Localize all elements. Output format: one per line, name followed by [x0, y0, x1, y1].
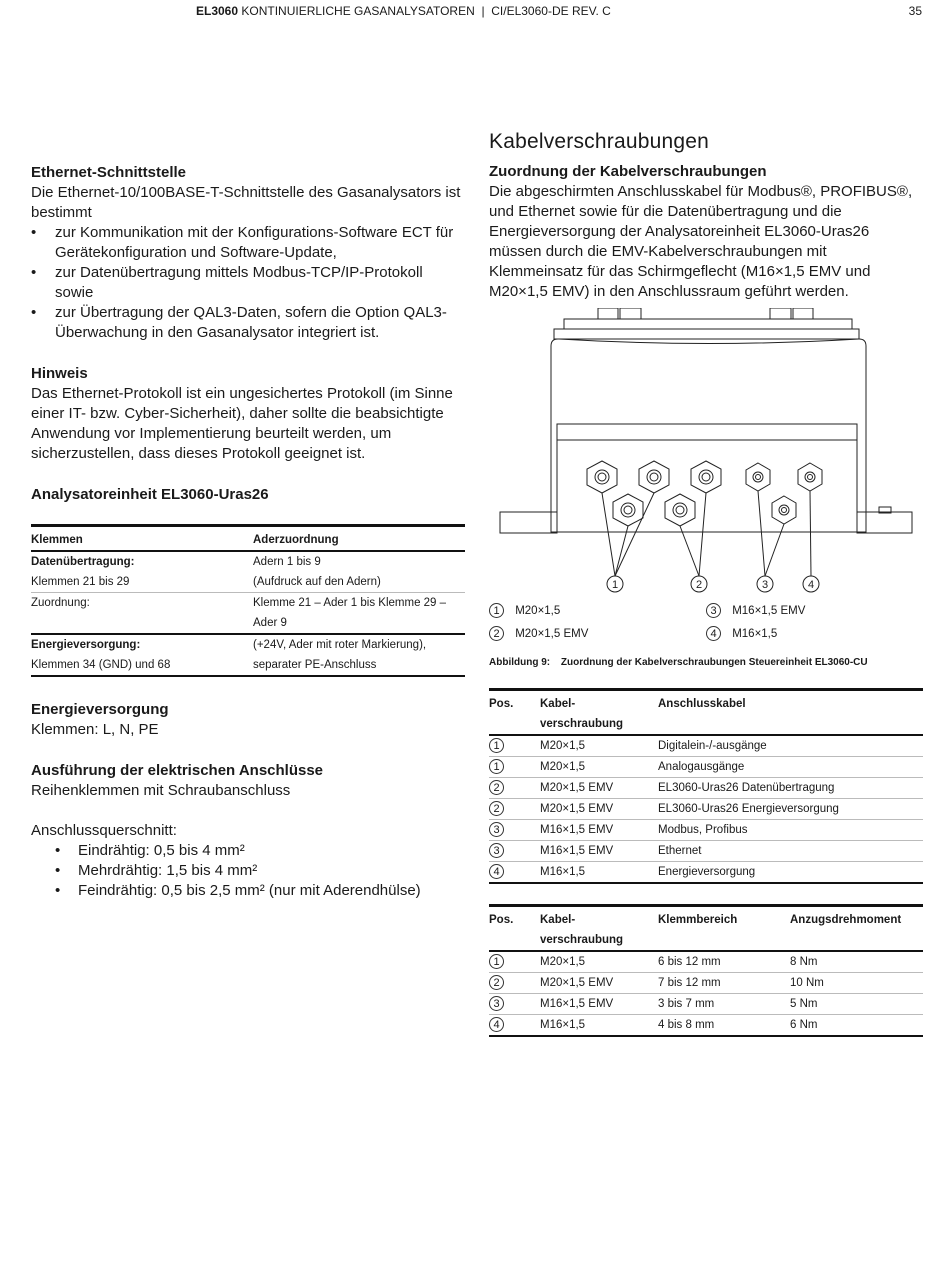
legend-item	[706, 603, 805, 618]
pos-number: 3	[489, 843, 504, 858]
table-cell: M16×1,5 EMV	[540, 998, 614, 1010]
table-cell: Analogausgänge	[658, 761, 745, 773]
callout-label-4: 4	[807, 579, 815, 591]
table-header: Pos.	[489, 698, 514, 710]
table-cell: 7 bis 12 mm	[658, 977, 721, 989]
list-item: • Mehrdrähtig: 1,5 bis 4 mm²	[31, 861, 465, 881]
ausfuehrung-heading: Ausführung der elektrischen Anschlüsse	[31, 762, 324, 779]
table-cell: EL3060-Uras26 Datenübertragung	[658, 782, 835, 794]
table-row	[489, 820, 923, 841]
table-cell: Energieversorgung	[658, 866, 756, 878]
analyzer-table	[31, 524, 465, 677]
header-title	[196, 4, 611, 18]
pos-number: 2	[489, 780, 504, 795]
table-cell: M16×1,5 EMV	[540, 845, 614, 857]
ethernet-intro: Die Ethernet-10/100BASE-T-Schnittstelle des Gasanalysators ist bestimmt	[31, 184, 461, 221]
pos-number: 3	[489, 822, 504, 837]
table-cell: 5 Nm	[790, 998, 818, 1010]
legend-number: 1	[489, 603, 504, 618]
header-title-rest: KONTINUIERLICHE GASANALYSATOREN	[241, 4, 475, 18]
legend-text: M16×1,5 EMV	[732, 604, 806, 617]
table-cell: M16×1,5 EMV	[540, 824, 614, 836]
gland-m20-2	[691, 461, 721, 493]
querschnitt-label: Anschlussquerschnitt:	[31, 822, 177, 839]
list-item: • zur Übertragung der QAL3-Daten, sofern die Option QAL3-Überwachung in den Gasanalysator integriert ist.	[31, 303, 465, 343]
list-item: • Feindrähtig: 0,5 bis 2,5 mm² (nur mit Aderendhülse)	[31, 881, 465, 901]
table-header: Aderzuordnung	[253, 534, 339, 546]
table-header: Klemmen	[31, 534, 83, 546]
gland-m16-3b	[772, 496, 796, 524]
table-row	[489, 841, 923, 862]
header-doc-id: CI/EL3060-DE REV. C	[491, 4, 611, 18]
table-row	[489, 973, 923, 994]
table-header: Anzugsdrehmoment	[790, 914, 902, 926]
table-header: verschraubung	[540, 718, 624, 730]
pos-number: 2	[489, 801, 504, 816]
gland-m20-1c	[613, 494, 643, 526]
table-cell: 6 bis 12 mm	[658, 956, 721, 968]
table-cell: M20×1,5	[540, 956, 586, 968]
callout-label-1: 1	[611, 579, 619, 591]
zuordnung-heading: Zuordnung der Kabelverschraubungen	[489, 163, 767, 180]
header-separator: |	[481, 4, 485, 18]
table-row	[31, 593, 465, 635]
table-row	[489, 862, 923, 884]
table-cell: M20×1,5 EMV	[540, 803, 614, 815]
klemmbereich-table	[489, 904, 923, 1037]
table-header-row	[489, 690, 923, 736]
row-value: (+24V, Ader mit roter Markierung),	[253, 639, 427, 651]
hinweis-heading: Hinweis	[31, 365, 88, 382]
gland-m20-1	[587, 461, 617, 493]
list-item: • zur Datenübertragung mittels Modbus-TCP/IP-Protokoll sowie	[31, 263, 465, 303]
hinweis-text: Das Ethernet-Protokoll ist ein ungesichertes Protokoll (im Sinne einer IT- bzw. Cyber-Sicherheit), daher sollte die beabsichtigte Anwendung vor Implementierung beurteilt werden, um sicherzustellen, dass dieses Protokoll geeignet ist.	[31, 385, 453, 462]
legend-text: M16×1,5	[732, 627, 778, 640]
table-cell: Digitalein-/-ausgänge	[658, 740, 767, 752]
right-column	[489, 128, 923, 1037]
table-cell: Modbus, Profibus	[658, 824, 748, 836]
row-value-2: Ader 9	[253, 617, 287, 629]
table-cell: 8 Nm	[790, 956, 818, 968]
pos-number: 4	[489, 1017, 504, 1032]
table-row	[31, 634, 465, 676]
energie-text: Klemmen: L, N, PE	[31, 721, 159, 738]
figure-legend	[489, 603, 923, 649]
ausfuehrung-text: Reihenklemmen mit Schraubanschluss	[31, 782, 291, 799]
table-cell: M20×1,5 EMV	[540, 782, 614, 794]
table-cell: EL3060-Uras26 Energieversorgung	[658, 803, 839, 815]
table-cell: M16×1,5	[540, 866, 586, 878]
row-value: Adern 1 bis 9	[253, 556, 321, 568]
table-row	[489, 994, 923, 1015]
pos-number: 3	[489, 996, 504, 1011]
legend-number: 4	[706, 626, 721, 641]
page-number: 35	[908, 4, 922, 18]
table-cell: M16×1,5	[540, 1019, 586, 1031]
table-row	[31, 551, 465, 593]
pos-number: 1	[489, 738, 504, 753]
callout-label-2: 2	[695, 579, 703, 591]
figure-caption	[489, 657, 923, 668]
table-row	[489, 778, 923, 799]
gland-m20-2b	[665, 494, 695, 526]
table-cell: 4 bis 8 mm	[658, 1019, 715, 1031]
table-header-row	[489, 906, 923, 952]
table-row	[489, 951, 923, 973]
table-header: Kabel-	[540, 914, 576, 926]
table-header-row	[31, 526, 465, 552]
gland-m16-3	[746, 463, 770, 491]
pos-number: 1	[489, 759, 504, 774]
gland-m20-1b	[639, 461, 669, 493]
table-header: Kabel-	[540, 698, 576, 710]
row-label: Zuordnung:	[31, 597, 90, 609]
table-cell: 6 Nm	[790, 1019, 818, 1031]
list-item: • Eindrähtig: 0,5 bis 4 mm²	[31, 841, 465, 861]
analyzer-heading: Analysatoreinheit EL3060-Uras26	[31, 486, 269, 503]
row-sub: Klemmen 21 bis 29	[31, 576, 130, 588]
caption-text: Zuordnung der Kabelverschraubungen Steuereinheit EL3060-CU	[560, 657, 868, 668]
pos-number: 2	[489, 975, 504, 990]
table-cell: Ethernet	[658, 845, 702, 857]
row-sub: Klemmen 34 (GND) und 68	[31, 659, 171, 671]
legend-number: 2	[489, 626, 504, 641]
table-cell: M20×1,5 EMV	[540, 977, 614, 989]
list-item: • zur Kommunikation mit der Konfigurations-Software ECT für Gerätekonfiguration und Software-Update,	[31, 223, 465, 263]
table-row	[489, 757, 923, 778]
page-title: Kabelverschraubungen	[489, 130, 709, 153]
zuordnung-intro: Die abgeschirmten Anschlusskabel für Modbus®, PROFIBUS®, und Ethernet sowie für die Datenübertragung und die Energieversorgung der Analysatoreinheit EL3060-Uras26 müssen durch die EMV-Kabelverschraubungen mit Klemmeinsatz für das Schirmgeflecht (M16×1,5 EMV und M20×1,5 EMV) in den Anschlussraum geführt werden.	[489, 183, 913, 300]
pos-number: 1	[489, 954, 504, 969]
left-column	[31, 163, 465, 901]
cable-gland-figure	[489, 308, 923, 593]
table-cell: 3 bis 7 mm	[658, 998, 715, 1010]
table-header: Klemmbereich	[658, 914, 738, 926]
table-header: Anschlusskabel	[658, 698, 746, 710]
energie-heading: Energieversorgung	[31, 701, 169, 718]
row-value: Klemme 21 – Ader 1 bis Klemme 29 –	[253, 597, 447, 609]
legend-item	[489, 626, 588, 641]
ethernet-heading: Ethernet-Schnittstelle	[31, 164, 187, 181]
legend-text: M20×1,5 EMV	[515, 627, 589, 640]
pos-number: 4	[489, 864, 504, 879]
page-header	[0, 4, 950, 20]
gland-m16-4	[798, 463, 822, 491]
table-header: verschraubung	[540, 934, 624, 946]
legend-text: M20×1,5	[515, 604, 561, 617]
caption-number: Abbildung 9:	[489, 657, 551, 668]
table-row	[489, 799, 923, 820]
row-label: Energieversorgung:	[31, 639, 141, 651]
querschnitt-bullets	[31, 841, 465, 901]
legend-number: 3	[706, 603, 721, 618]
ethernet-bullets	[31, 223, 465, 343]
table-cell: 10 Nm	[790, 977, 824, 989]
legend-item	[489, 603, 560, 618]
anschluss-table	[489, 688, 923, 884]
legend-item	[706, 626, 777, 641]
table-row	[489, 1015, 923, 1037]
table-cell: M20×1,5	[540, 740, 586, 752]
table-cell: M20×1,5	[540, 761, 586, 773]
row-value-2: separater PE-Anschluss	[253, 659, 377, 671]
row-value-2: (Aufdruck auf den Adern)	[253, 576, 381, 588]
table-row	[489, 735, 923, 757]
header-product: EL3060	[196, 4, 239, 18]
table-header: Pos.	[489, 914, 514, 926]
row-label: Datenübertragung:	[31, 556, 135, 568]
callout-label-3: 3	[761, 579, 769, 591]
